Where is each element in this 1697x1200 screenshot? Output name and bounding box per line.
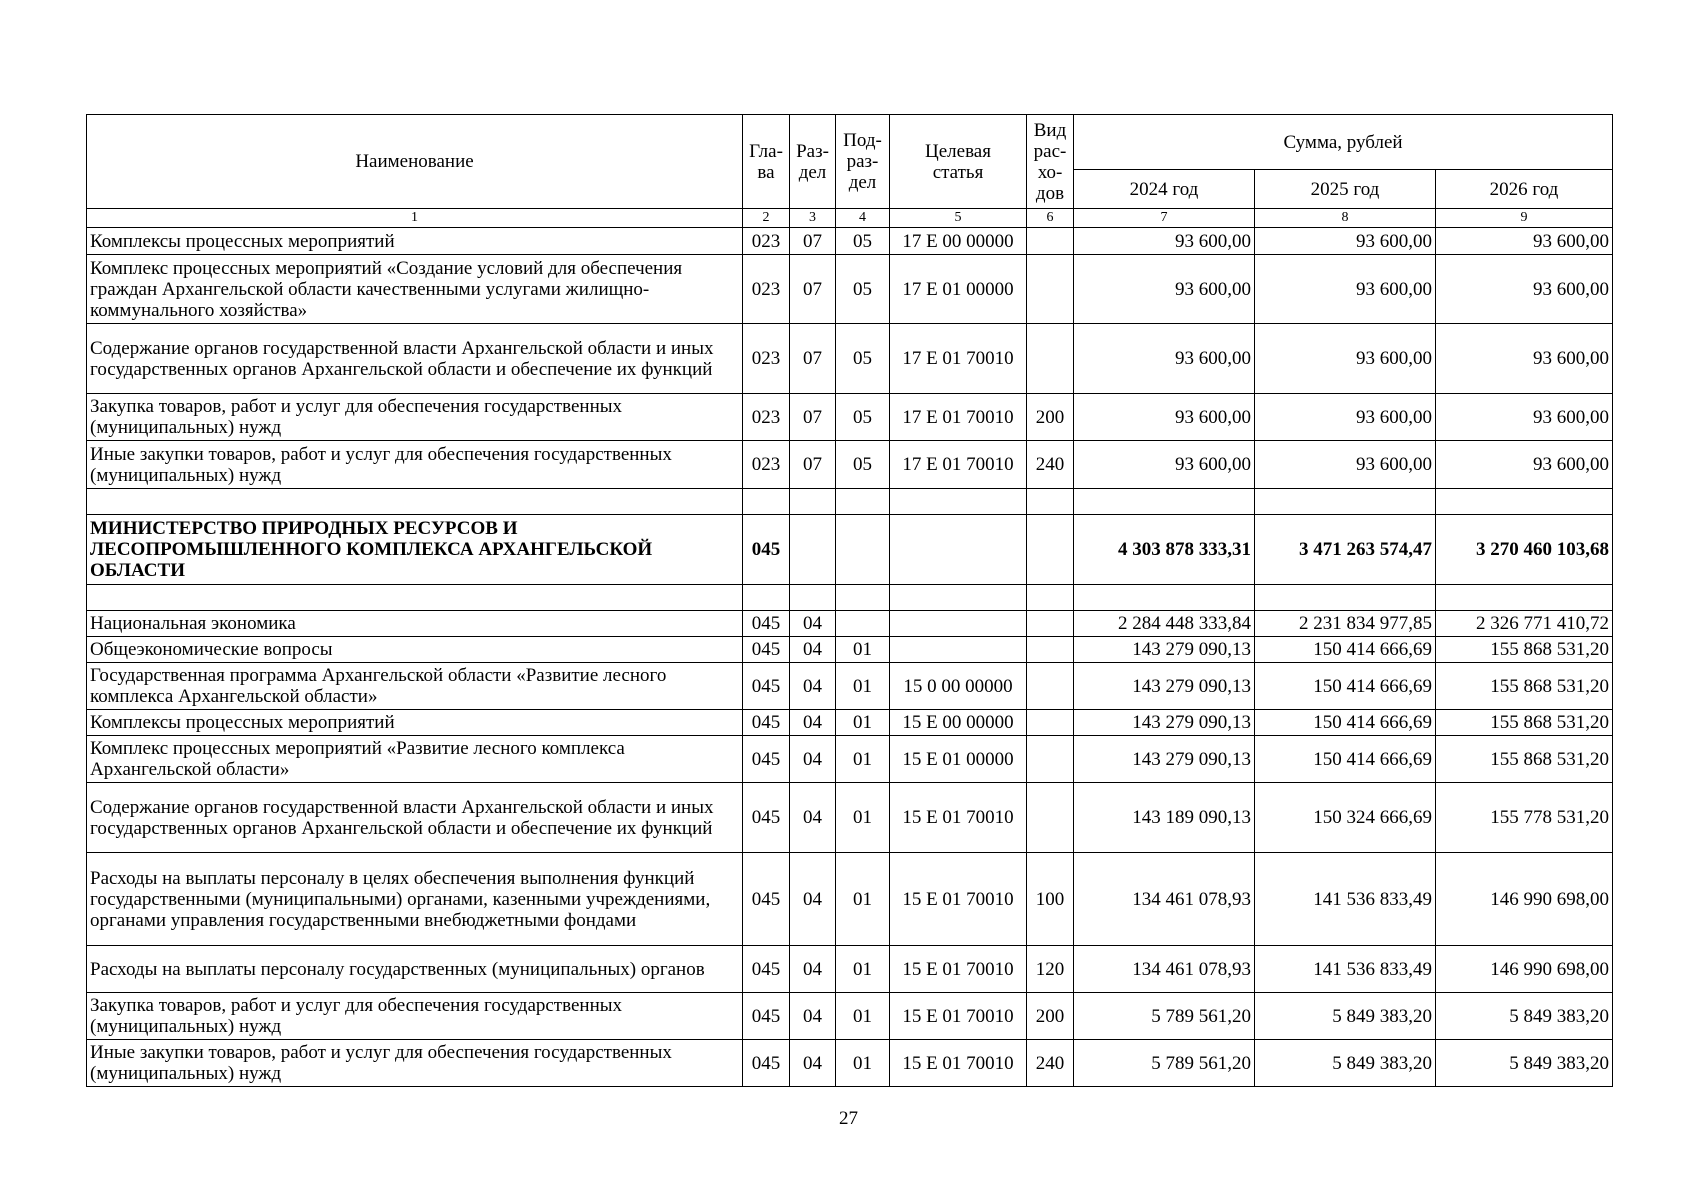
table-row [87, 853, 1613, 946]
row-sum-2025: 93 600,00 [1255, 255, 1436, 324]
row-vid-rashodov: 120 [1027, 946, 1074, 993]
header-year-2026: 2026 год [1436, 170, 1613, 209]
row-podrazdel: 05 [836, 228, 890, 255]
row-celevaya-statya [890, 637, 1027, 663]
row-podrazdel: 01 [836, 993, 890, 1040]
row-sum-2026: 155 778 531,20 [1436, 783, 1613, 853]
row-sum-2025: 150 414 666,69 [1255, 736, 1436, 783]
row-sum-2026: 155 868 531,20 [1436, 710, 1613, 736]
row-celevaya-statya: 17 Е 01 70010 [890, 394, 1027, 441]
row-podrazdel: 05 [836, 255, 890, 324]
column-number: 9 [1436, 209, 1613, 228]
row-sum-2025: 150 414 666,69 [1255, 710, 1436, 736]
row-celevaya-statya: 15 Е 01 70010 [890, 946, 1027, 993]
row-razdel: 04 [790, 736, 836, 783]
row-vid-rashodov: 100 [1027, 853, 1074, 946]
column-number: 4 [836, 209, 890, 228]
row-sum-2025: 5 849 383,20 [1255, 993, 1436, 1040]
row-vid-rashodov: 240 [1027, 441, 1074, 489]
row-sum-2024: 143 279 090,13 [1074, 710, 1255, 736]
row-razdel: 07 [790, 441, 836, 489]
row-vid-rashodov: 200 [1027, 993, 1074, 1040]
row-name: Иные закупки товаров, работ и услуг для обеспечения государственных (муниципальных) нужд [87, 441, 743, 489]
row-glava: 023 [743, 255, 790, 324]
row-sum-2024: 143 189 090,13 [1074, 783, 1255, 853]
row-sum-2025: 93 600,00 [1255, 324, 1436, 394]
blank-cell [1255, 585, 1436, 611]
row-glava: 045 [743, 611, 790, 637]
row-sum-2024: 5 789 561,20 [1074, 1040, 1255, 1087]
row-sum-2026: 155 868 531,20 [1436, 663, 1613, 710]
row-vid-rashodov [1027, 783, 1074, 853]
row-name: Содержание органов государственной власти Архангельской области и иных государственных органов Архангельской области и обеспечение их функций [87, 324, 743, 394]
row-celevaya-statya [890, 611, 1027, 637]
row-razdel: 04 [790, 946, 836, 993]
header-vid-rashodov: Вид рас- хо- дов [1027, 115, 1074, 209]
row-razdel: 07 [790, 324, 836, 394]
header-summa: Сумма, рублей [1074, 115, 1613, 170]
row-sum-2024: 93 600,00 [1074, 394, 1255, 441]
blank-cell [890, 489, 1027, 515]
column-number: 7 [1074, 209, 1255, 228]
row-glava: 045 [743, 1040, 790, 1087]
row-sum-2026: 93 600,00 [1436, 324, 1613, 394]
row-sum-2026: 3 270 460 103,68 [1436, 515, 1613, 585]
row-sum-2024: 143 279 090,13 [1074, 736, 1255, 783]
row-celevaya-statya: 15 Е 01 70010 [890, 1040, 1027, 1087]
header-name: Наименование [87, 115, 743, 209]
row-glava: 023 [743, 441, 790, 489]
row-sum-2026: 5 849 383,20 [1436, 993, 1613, 1040]
column-number-row [87, 209, 1613, 228]
blank-cell [790, 585, 836, 611]
row-glava: 045 [743, 853, 790, 946]
row-vid-rashodov [1027, 736, 1074, 783]
row-vid-rashodov [1027, 228, 1074, 255]
row-podrazdel: 05 [836, 324, 890, 394]
row-podrazdel [836, 515, 890, 585]
row-sum-2025: 2 231 834 977,85 [1255, 611, 1436, 637]
row-glava: 045 [743, 663, 790, 710]
row-name: Иные закупки товаров, работ и услуг для обеспечения государственных (муниципальных) нужд [87, 1040, 743, 1087]
row-celevaya-statya [890, 515, 1027, 585]
row-celevaya-statya: 15 0 00 00000 [890, 663, 1027, 710]
row-podrazdel: 05 [836, 394, 890, 441]
budget-table [86, 114, 1613, 1087]
row-celevaya-statya: 15 Е 00 00000 [890, 710, 1027, 736]
table-row [87, 394, 1613, 441]
row-sum-2024: 134 461 078,93 [1074, 853, 1255, 946]
column-number: 3 [790, 209, 836, 228]
row-sum-2024: 134 461 078,93 [1074, 946, 1255, 993]
blank-cell [743, 489, 790, 515]
header-celevaya-statya: Целевая статья [890, 115, 1027, 209]
row-vid-rashodov [1027, 663, 1074, 710]
blank-cell [836, 585, 890, 611]
row-sum-2024: 93 600,00 [1074, 441, 1255, 489]
row-celevaya-statya: 15 Е 01 70010 [890, 993, 1027, 1040]
row-sum-2024: 93 600,00 [1074, 255, 1255, 324]
row-celevaya-statya: 17 Е 01 00000 [890, 255, 1027, 324]
row-name: Комплекс процессных мероприятий «Развитие лесного комплекса Архангельской области» [87, 736, 743, 783]
ministry-name: МИНИСТЕРСТВО ПРИРОДНЫХ РЕСУРСОВ И ЛЕСОПРОМЫШЛЕННОГО КОМПЛЕКСА АРХАНГЕЛЬСКОЙ ОБЛАСТИ [87, 515, 743, 585]
row-name: Закупка товаров, работ и услуг для обеспечения государственных (муниципальных) нужд [87, 993, 743, 1040]
row-razdel: 07 [790, 394, 836, 441]
row-podrazdel: 01 [836, 946, 890, 993]
row-glava: 023 [743, 394, 790, 441]
row-razdel: 04 [790, 663, 836, 710]
row-sum-2024: 143 279 090,13 [1074, 637, 1255, 663]
row-sum-2025: 93 600,00 [1255, 394, 1436, 441]
row-podrazdel: 01 [836, 736, 890, 783]
row-sum-2026: 2 326 771 410,72 [1436, 611, 1613, 637]
row-glava: 045 [743, 736, 790, 783]
table-row [87, 946, 1613, 993]
row-podrazdel [836, 611, 890, 637]
row-glava: 045 [743, 637, 790, 663]
row-razdel [790, 515, 836, 585]
row-podrazdel: 01 [836, 853, 890, 946]
row-podrazdel: 05 [836, 441, 890, 489]
column-number: 8 [1255, 209, 1436, 228]
blank-cell [1255, 489, 1436, 515]
row-name: Государственная программа Архангельской области «Развитие лесного комплекса Архангельской области» [87, 663, 743, 710]
row-sum-2024: 143 279 090,13 [1074, 663, 1255, 710]
row-sum-2025: 3 471 263 574,47 [1255, 515, 1436, 585]
table-row [87, 710, 1613, 736]
row-celevaya-statya: 15 Е 01 70010 [890, 783, 1027, 853]
row-sum-2025: 141 536 833,49 [1255, 853, 1436, 946]
row-razdel: 04 [790, 783, 836, 853]
row-vid-rashodov [1027, 324, 1074, 394]
header-year-2024: 2024 год [1074, 170, 1255, 209]
row-celevaya-statya: 17 Е 00 00000 [890, 228, 1027, 255]
row-sum-2024: 93 600,00 [1074, 324, 1255, 394]
row-name: Закупка товаров, работ и услуг для обеспечения государственных (муниципальных) нужд [87, 394, 743, 441]
row-razdel: 04 [790, 710, 836, 736]
blank-cell [890, 585, 1027, 611]
header-podrazdel: Под- раз- дел [836, 115, 890, 209]
row-vid-rashodov: 240 [1027, 1040, 1074, 1087]
table-row [87, 255, 1613, 324]
row-name: Комплексы процессных мероприятий [87, 710, 743, 736]
row-razdel: 04 [790, 637, 836, 663]
row-sum-2026: 5 849 383,20 [1436, 1040, 1613, 1087]
table-row [87, 1040, 1613, 1087]
blank-cell [743, 585, 790, 611]
blank-cell [1074, 585, 1255, 611]
column-number: 1 [87, 209, 743, 228]
blank-cell [1436, 489, 1613, 515]
row-razdel: 04 [790, 853, 836, 946]
row-sum-2026: 155 868 531,20 [1436, 736, 1613, 783]
row-razdel: 04 [790, 993, 836, 1040]
row-sum-2026: 155 868 531,20 [1436, 637, 1613, 663]
row-sum-2026: 146 990 698,00 [1436, 946, 1613, 993]
header-glava: Гла- ва [743, 115, 790, 209]
row-podrazdel: 01 [836, 710, 890, 736]
row-sum-2024: 93 600,00 [1074, 228, 1255, 255]
row-vid-rashodov: 200 [1027, 394, 1074, 441]
row-glava: 045 [743, 783, 790, 853]
row-sum-2024: 2 284 448 333,84 [1074, 611, 1255, 637]
row-podrazdel: 01 [836, 1040, 890, 1087]
blank-cell [87, 585, 743, 611]
row-podrazdel: 01 [836, 663, 890, 710]
row-glava: 045 [743, 710, 790, 736]
row-name: Национальная экономика [87, 611, 743, 637]
header-year-2025: 2025 год [1255, 170, 1436, 209]
table-row [87, 663, 1613, 710]
row-sum-2024: 5 789 561,20 [1074, 993, 1255, 1040]
row-sum-2024: 4 303 878 333,31 [1074, 515, 1255, 585]
row-podrazdel: 01 [836, 637, 890, 663]
table-row [87, 228, 1613, 255]
row-celevaya-statya: 15 Е 01 70010 [890, 853, 1027, 946]
row-vid-rashodov [1027, 515, 1074, 585]
blank-row [87, 585, 1613, 611]
table-row [87, 736, 1613, 783]
row-sum-2025: 93 600,00 [1255, 228, 1436, 255]
row-glava: 023 [743, 228, 790, 255]
column-number: 6 [1027, 209, 1074, 228]
row-vid-rashodov [1027, 710, 1074, 736]
table-row [87, 611, 1613, 637]
row-sum-2025: 141 536 833,49 [1255, 946, 1436, 993]
blank-cell [836, 489, 890, 515]
row-glava: 045 [743, 946, 790, 993]
table-row [87, 783, 1613, 853]
row-name: Расходы на выплаты персоналу в целях обеспечения выполнения функций государственными (муниципальными) органами, казенными учреждениями, органами управления государственными внебюджетными фондами [87, 853, 743, 946]
row-celevaya-statya: 17 Е 01 70010 [890, 324, 1027, 394]
row-name: Расходы на выплаты персоналу государственных (муниципальных) органов [87, 946, 743, 993]
blank-cell [1027, 585, 1074, 611]
row-razdel: 07 [790, 255, 836, 324]
row-sum-2025: 5 849 383,20 [1255, 1040, 1436, 1087]
row-sum-2025: 150 414 666,69 [1255, 663, 1436, 710]
row-vid-rashodov [1027, 611, 1074, 637]
row-name: Содержание органов государственной власти Архангельской области и иных государственных органов Архангельской области и обеспечение их функций [87, 783, 743, 853]
row-celevaya-statya: 17 Е 01 70010 [890, 441, 1027, 489]
row-sum-2025: 93 600,00 [1255, 441, 1436, 489]
blank-cell [1027, 489, 1074, 515]
row-sum-2026: 146 990 698,00 [1436, 853, 1613, 946]
table-row [87, 993, 1613, 1040]
row-razdel: 04 [790, 611, 836, 637]
row-name: Общеэкономические вопросы [87, 637, 743, 663]
table-row [87, 637, 1613, 663]
row-name: Комплексы процессных мероприятий [87, 228, 743, 255]
row-sum-2026: 93 600,00 [1436, 441, 1613, 489]
row-glava: 045 [743, 993, 790, 1040]
blank-cell [87, 489, 743, 515]
row-sum-2026: 93 600,00 [1436, 255, 1613, 324]
header-razdel: Раз- дел [790, 115, 836, 209]
column-number: 2 [743, 209, 790, 228]
row-razdel: 07 [790, 228, 836, 255]
row-celevaya-statya: 15 Е 01 00000 [890, 736, 1027, 783]
row-sum-2026: 93 600,00 [1436, 394, 1613, 441]
table-row [87, 441, 1613, 489]
table-row [87, 324, 1613, 394]
column-number: 5 [890, 209, 1027, 228]
row-sum-2025: 150 324 666,69 [1255, 783, 1436, 853]
row-sum-2025: 150 414 666,69 [1255, 637, 1436, 663]
row-glava: 023 [743, 324, 790, 394]
row-sum-2026: 93 600,00 [1436, 228, 1613, 255]
row-vid-rashodov [1027, 255, 1074, 324]
row-glava: 045 [743, 515, 790, 585]
blank-row [87, 489, 1613, 515]
row-vid-rashodov [1027, 637, 1074, 663]
row-podrazdel: 01 [836, 783, 890, 853]
blank-cell [1074, 489, 1255, 515]
ministry-row [87, 515, 1613, 585]
blank-cell [1436, 585, 1613, 611]
blank-cell [790, 489, 836, 515]
row-razdel: 04 [790, 1040, 836, 1087]
row-name: Комплекс процессных мероприятий «Создание условий для обеспечения граждан Архангельской области качественными услугами жилищно-коммунального хозяйства» [87, 255, 743, 324]
page-number: 27 [839, 1108, 858, 1129]
